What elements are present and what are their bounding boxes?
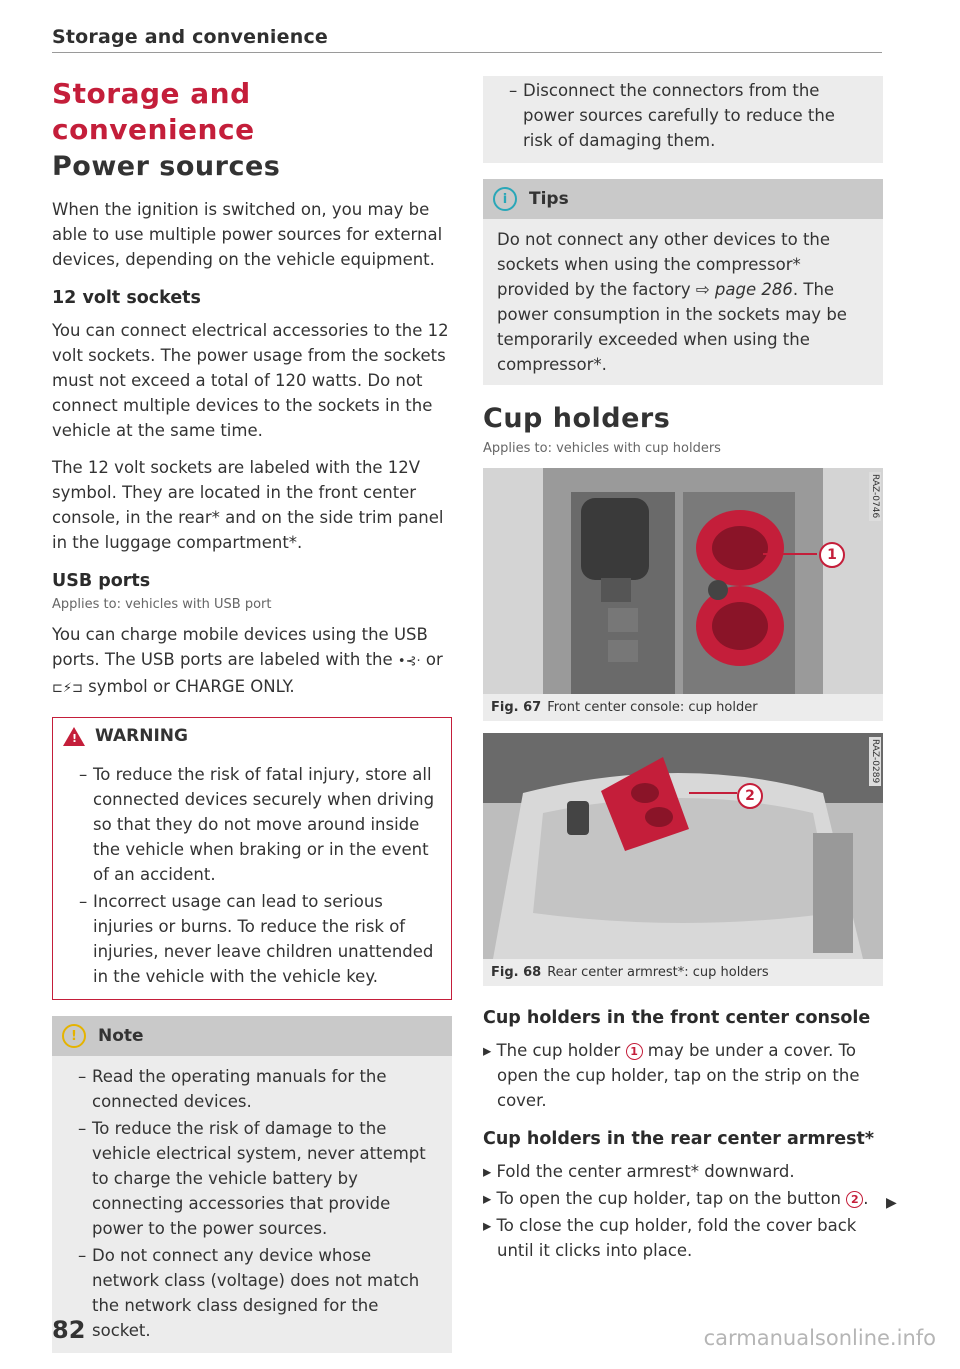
right-column <box>483 76 883 1265</box>
sockets-paragraph-2: The 12 volt sockets are labeled with the 12V symbol. They are located in the front center console, in the rear* and on the side trim panel in the luggage compartment*. <box>52 458 444 553</box>
rear-cup-heading: Cup holders in the rear center armrest* <box>483 1129 875 1150</box>
front-cup-bullet: ▸ The cup holder 1 may be under a cover. To open the cup holder, tap on the strip on the cover. <box>483 1041 860 1111</box>
section-title: Storage and convenience <box>52 77 255 147</box>
tips-header <box>483 179 883 219</box>
ref-2: 2 <box>846 1191 863 1208</box>
figure-68 <box>483 733 883 986</box>
note-continued-box <box>483 76 883 163</box>
note-box <box>52 1016 452 1353</box>
usb-applies: Applies to: vehicles with USB port <box>52 597 272 613</box>
page-link[interactable]: ⇨ page 286 <box>695 280 793 299</box>
tips-body <box>483 219 883 385</box>
usb-text-or: or <box>425 650 443 670</box>
warning-title: WARNING <box>95 726 188 747</box>
rear-cup-bullet-3: ▸ To close the cup holder, fold the cover back until it clicks into place. <box>483 1216 857 1261</box>
note-exclamation-icon: ! <box>62 1024 86 1048</box>
cup-holders-title: Cup holders <box>483 403 671 434</box>
figure-68-code: RAZ-0289 <box>870 739 880 784</box>
note-body <box>52 1056 452 1353</box>
info-icon: i <box>493 187 517 211</box>
figure-67 <box>483 468 883 721</box>
rear-cup-bullet-1: ▸ Fold the center armrest* downward. <box>483 1162 795 1182</box>
note-item: – Disconnect the connectors from the power sources carefully to reduce the risk of damaging them. <box>509 81 835 150</box>
figure-67-image <box>483 468 883 694</box>
tips-box <box>483 179 883 385</box>
subsection-title: Power sources <box>52 150 281 182</box>
watermark: carmanualsonline.info <box>703 1326 936 1350</box>
warning-body <box>53 754 451 999</box>
note-continued-body <box>483 76 883 163</box>
rear-cup-bullet-2: ▸ To open the cup holder, tap on the button 2 . <box>483 1189 869 1209</box>
armrest-illustration <box>483 733 883 959</box>
tips-text: Do not connect any other devices to the sockets when using the compressor* provided by the factory ⇨ page 286. The power consumption in the sockets may be temporarily exceeded when using the compressor*. <box>497 230 847 374</box>
page-number: 82 <box>52 1316 86 1344</box>
figure-67-caption: Fig. 67 Front center console: cup holder <box>483 694 883 721</box>
callout-1: 1 <box>819 542 845 568</box>
usb-heading: USB ports <box>52 571 151 592</box>
note-header <box>52 1016 452 1056</box>
intro-paragraph: When the ignition is switched on, you may be able to use multiple power sources for external devices, depending on the vehicle equipment. <box>52 200 443 270</box>
running-header: Storage and convenience <box>52 26 328 48</box>
usb-paragraph <box>52 622 452 701</box>
header-divider <box>52 52 882 53</box>
note-item: – To reduce the risk of damage to the vehicle electrical system, never attempt to charge the vehicle battery by connecting accessories that provide power to the power sources. <box>78 1119 426 1239</box>
sockets-heading: 12 volt sockets <box>52 288 201 309</box>
warning-box <box>52 717 452 1000</box>
cup-applies: Applies to: vehicles with cup holders <box>483 441 721 457</box>
front-cup-heading: Cup holders in the front center console <box>483 1008 871 1029</box>
warning-item: – Incorrect usage can lead to serious injuries or burns. To reduce the risk of injuries, never leave children unattended in the vehicle with the vehicle key. <box>79 892 434 987</box>
note-title: Note <box>98 1026 144 1047</box>
callout-2: 2 <box>737 783 763 809</box>
figure-68-caption: Fig. 68 Rear center armrest*: cup holders <box>483 959 883 986</box>
tips-title: Tips <box>529 189 569 209</box>
charge-icon: ⊏⚡⊐ <box>52 681 83 697</box>
note-item: – Read the operating manuals for the connected devices. <box>78 1067 387 1112</box>
sockets-paragraph-1: You can connect electrical accessories to the 12 volt sockets. The power usage from the sockets must not exceed a total of 120 watts. Do not connect multiple devices to the sockets in the vehicle at the same time. <box>52 321 449 441</box>
note-item: – Do not connect any device whose network class (voltage) does not match the network class designed for the socket. <box>78 1246 420 1341</box>
ref-1: 1 <box>626 1043 643 1060</box>
figure-67-code: RAZ-0746 <box>870 474 880 519</box>
usb-icon: •⊰· <box>397 654 421 670</box>
left-column <box>52 72 452 1369</box>
warning-triangle-icon: ! <box>63 727 85 746</box>
figure-68-image <box>483 733 883 959</box>
usb-text-start: You can charge mobile devices using the USB ports. The USB ports are labeled with the <box>52 625 428 670</box>
usb-text-end: symbol or CHARGE ONLY. <box>88 677 295 697</box>
warning-item: – To reduce the risk of fatal injury, store all connected devices securely when driving so that they do not move around inside the vehicle when braking or in the event of an accident. <box>79 765 435 885</box>
warning-header <box>53 718 451 754</box>
console-illustration <box>483 468 883 694</box>
continue-arrow-icon: ▶ <box>886 1195 897 1211</box>
